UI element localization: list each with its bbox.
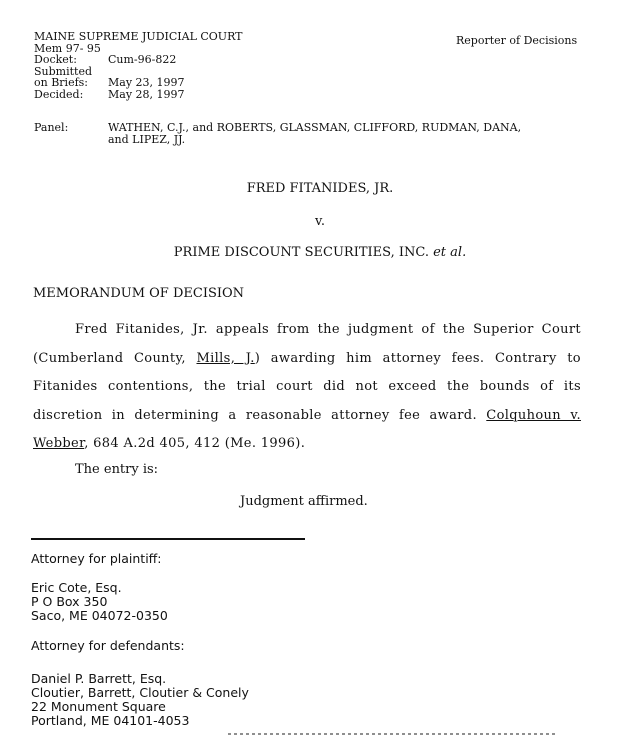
docket-value: Cum-96-822 bbox=[108, 53, 177, 66]
paragraph-text-a: Fred Fitanides, Jr. appeals from the judgment of the Superior Court (Cumberland County, bbox=[33, 322, 581, 366]
panel-label: Panel: bbox=[34, 121, 69, 134]
decided-label: Decided: bbox=[34, 87, 84, 101]
court-name: MAINE SUPREME JUDICIAL COURT bbox=[34, 30, 243, 43]
plaintiff-attorney-address bbox=[31, 581, 168, 623]
plaintiff-attorney-label: Attorney for plaintiff: bbox=[31, 551, 162, 566]
submitted-label: Submitted bbox=[34, 64, 93, 78]
caption-defendant bbox=[0, 245, 640, 260]
briefs-label: on Briefs: bbox=[34, 76, 88, 89]
judgment-text: Judgment affirmed. bbox=[240, 494, 368, 509]
separator-rule bbox=[31, 538, 305, 540]
defendant-suffix: et al. bbox=[433, 245, 467, 260]
entry-label: The entry is: bbox=[75, 462, 159, 477]
panel-justices-line1: WATHEN, C.J., and ROBERTS, GLASSMAN, CLIFFORD, RUDMAN, DANA, bbox=[108, 121, 522, 134]
docket-row bbox=[34, 54, 243, 66]
defendants-attorney-address bbox=[31, 672, 249, 728]
briefs-row bbox=[34, 77, 243, 89]
header-block bbox=[34, 31, 243, 100]
briefs-date: May 23, 1997 bbox=[108, 76, 185, 89]
memo-number: Mem 97- 95 bbox=[34, 41, 101, 55]
defendants-attorney-label: Attorney for defendants: bbox=[31, 638, 185, 653]
address-line: P O Box 350 bbox=[31, 594, 108, 609]
scan-artifact bbox=[228, 733, 558, 735]
decided-row bbox=[34, 89, 243, 101]
memorandum-title: MEMORANDUM OF DECISION bbox=[33, 286, 245, 301]
address-line: Daniel P. Barrett, Esq. bbox=[31, 671, 167, 686]
docket-label: Docket: bbox=[34, 53, 77, 66]
paragraph-text-c: , 684 A.2d 405, 412 (Me. 1996). bbox=[84, 436, 306, 451]
judge-name: Mills, J. bbox=[196, 350, 255, 366]
address-line: Eric Cote, Esq. bbox=[31, 580, 122, 595]
decision-paragraph bbox=[33, 316, 581, 459]
caption-versus: v. bbox=[315, 214, 325, 229]
caption-plaintiff: FRED FITANIDES, JR. bbox=[246, 181, 394, 196]
panel-block bbox=[34, 122, 521, 145]
case-citation: Colquhoun v. Webber bbox=[33, 407, 581, 451]
address-line: Portland, ME 04101-4053 bbox=[31, 713, 190, 728]
address-line: Saco, ME 04072-0350 bbox=[31, 608, 168, 623]
address-line: 22 Monument Square bbox=[31, 699, 166, 714]
panel-justices-line2: and LIPEZ, JJ. bbox=[108, 132, 186, 146]
reporter-of-decisions: Reporter of Decisions bbox=[456, 34, 578, 47]
decided-date: May 28, 1997 bbox=[108, 87, 185, 101]
defendant-name: PRIME DISCOUNT SECURITIES, INC. bbox=[173, 245, 429, 260]
address-line: Cloutier, Barrett, Cloutier & Conely bbox=[31, 685, 249, 700]
paragraph-text-b: ) awarding him attorney fees. Contrary to Fitanides contentions, the trial court did not exceed the bounds of its discretion in determining a reasonable attorney fee award. bbox=[33, 350, 581, 423]
